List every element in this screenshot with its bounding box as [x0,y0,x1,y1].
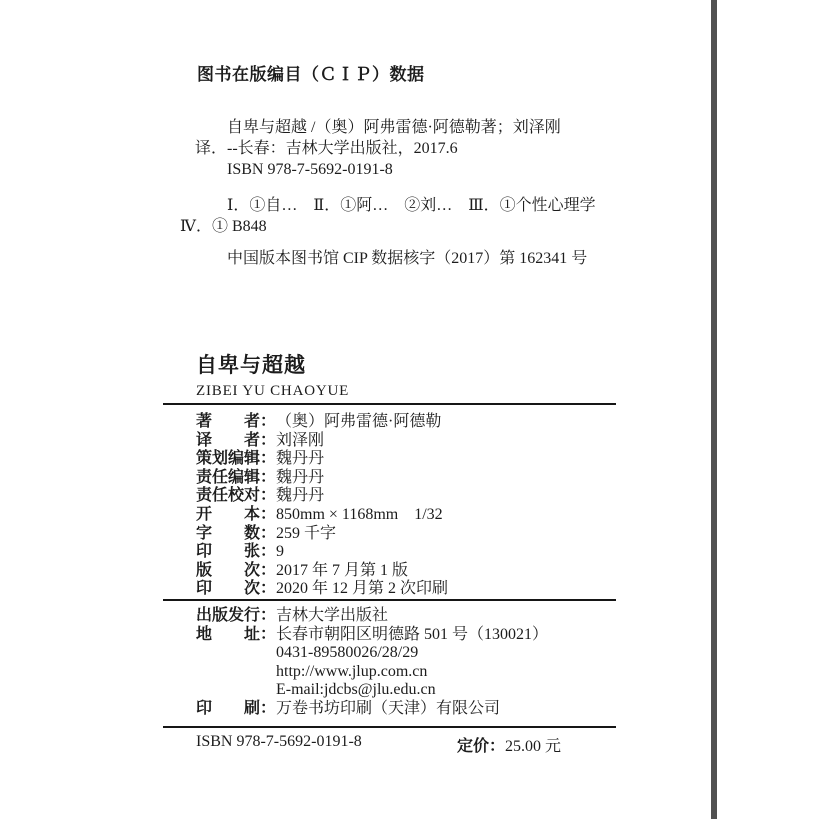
cip-entry-line2: 译．--长春：吉林大学出版社，2017.6 [195,140,458,157]
row-label: 版 次： [196,561,277,579]
table-row [196,413,448,432]
row-label: 译 者： [196,431,277,449]
row-label: 地 址： [196,625,277,643]
row-value: 魏丹丹 [276,450,325,468]
divider-middle [163,599,616,601]
table-row [196,469,448,488]
table-row [196,432,448,451]
footer-isbn: ISBN 978-7-5692-0191-8 [196,733,362,750]
publisher-website: http://www.jlup.com.cn [276,662,428,680]
cip-isbn: ISBN 978-7-5692-0191-8 [227,161,393,178]
row-label: 印 张： [196,543,277,561]
cip-registry-number: 中国版本图书馆 CIP 数据核字（2017）第 162341 号 [227,250,588,267]
table-row [196,525,448,544]
divider-bottom [163,726,616,728]
row-value: 魏丹丹 [276,468,325,486]
book-title-pinyin: ZIBEI YU CHAOYUE [196,383,350,399]
price-value: 25.00 元 [505,738,562,755]
footer-price [457,733,561,756]
row-value: 刘泽刚 [276,431,325,449]
table-row [196,700,548,719]
row-label: 印 次： [196,580,277,598]
row-value: 吉林大学出版社 [276,607,389,624]
cip-entry-line1: 自卑与超越 /（奥）阿弗雷德·阿德勒著；刘泽刚 [227,119,561,136]
row-value: 9 [276,543,284,561]
row-value: （奥）阿弗雷德·阿德勒 [276,413,442,430]
row-value: 魏丹丹 [276,487,325,505]
row-value: 万卷书坊印刷（天津）有限公司 [276,699,501,717]
table-row [196,580,448,599]
table-row [196,626,548,645]
row-value: 850mm × 1168mm 1/32 [276,505,443,523]
row-value: 259 千字 [276,524,337,542]
row-label: 开 本： [196,505,277,523]
table-row [196,663,548,682]
row-value: 2017 年 7 月第 1 版 [276,561,409,579]
table-row [196,506,448,525]
row-label: 字 数： [196,524,277,542]
table-row [196,644,548,663]
table-row [196,681,548,700]
page-edge-bar [711,0,717,819]
row-value: 2020 年 12 月第 2 次印刷 [276,580,449,598]
publisher-phone: 0431-89580026/28/29 [276,644,419,662]
table-row [196,543,448,562]
cip-data-header: 图书在版编目（ＣＩＰ）数据 [197,65,425,84]
publisher-table [196,607,548,719]
row-label: 策划编辑： [196,450,277,468]
cip-classification-line2: Ⅳ．① B848 [180,218,267,235]
colophon-table [196,413,448,599]
row-label: 责任校对： [196,487,277,505]
cip-record-block [180,117,625,269]
cip-classification-line1: Ⅰ．①自… Ⅱ．①阿… ②刘… Ⅲ．①个性心理学 [227,197,596,214]
row-label: 印 刷： [196,699,277,717]
table-row [196,487,448,506]
book-title: 自卑与超越 [196,354,306,377]
table-row [196,450,448,469]
row-label: 责任编辑： [196,468,277,486]
table-row [196,562,448,581]
title-block [196,349,349,400]
table-row [196,607,548,626]
row-label: 著 者： [196,413,277,430]
row-label: 出版发行： [196,607,277,624]
row-value: 长春市朝阳区明德路 501 号（130021） [276,625,549,643]
publisher-email: E-mail:jdcbs@jlu.edu.cn [276,681,436,699]
divider-top [163,403,616,405]
price-label: 定价： [457,738,506,755]
